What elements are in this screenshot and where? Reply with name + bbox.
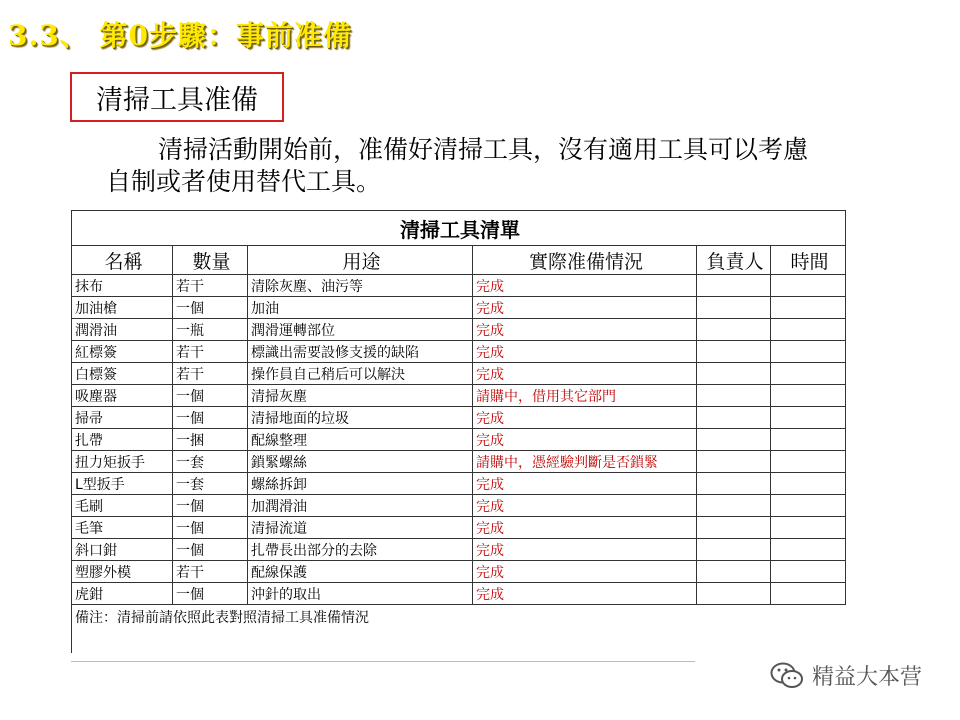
cell-use: 操作員自己稍后可以解決 <box>248 363 473 385</box>
intro-line-2: 自制或者使用替代工具。 <box>106 167 382 196</box>
cell-owner <box>697 539 771 561</box>
watermark <box>770 660 922 691</box>
cell-qty: 若干 <box>173 561 248 583</box>
table-caption: 清掃工具清單 <box>72 211 846 246</box>
table-row <box>72 275 846 297</box>
cell-time <box>771 319 846 341</box>
cell-time <box>771 385 846 407</box>
cell-name: 抹布 <box>72 275 173 297</box>
cell-qty: 若干 <box>173 341 248 363</box>
table-row <box>72 561 846 583</box>
table-row <box>72 583 846 605</box>
cell-status: 完成 <box>473 341 697 363</box>
cell-use: 扎帶長出部分的去除 <box>248 539 473 561</box>
cell-qty: 若干 <box>173 275 248 297</box>
slide-title: 3.3、 第0步驟：事前准備 <box>8 19 352 52</box>
header-time: 時間 <box>771 246 846 275</box>
cell-name: 扭力矩扳手 <box>72 451 173 473</box>
cell-qty: 一個 <box>173 385 248 407</box>
cell-owner <box>697 495 771 517</box>
cell-owner <box>697 341 771 363</box>
cell-status: 請購中，借用其它部門 <box>473 385 697 407</box>
table-row <box>72 495 846 517</box>
cell-name: 斜口鉗 <box>72 539 173 561</box>
cell-qty: 一瓶 <box>173 319 248 341</box>
watermark-text: 精益大本营 <box>812 665 923 690</box>
cell-status: 完成 <box>473 319 697 341</box>
table-row <box>72 341 846 363</box>
cell-owner <box>697 561 771 583</box>
cell-use: 配線整理 <box>248 429 473 451</box>
cell-use: 沖針的取出 <box>248 583 473 605</box>
cell-qty: 一套 <box>173 451 248 473</box>
cell-qty: 一捆 <box>173 429 248 451</box>
cell-status: 完成 <box>473 473 697 495</box>
cell-owner <box>697 297 771 319</box>
table-row <box>72 319 846 341</box>
wechat-icon <box>770 661 804 691</box>
cell-owner <box>697 473 771 495</box>
cell-qty: 一套 <box>173 473 248 495</box>
cleaning-tools-table <box>71 210 846 653</box>
table-row <box>72 451 846 473</box>
cell-owner <box>697 275 771 297</box>
cell-time <box>771 495 846 517</box>
cell-time <box>771 407 846 429</box>
cell-time <box>771 363 846 385</box>
cell-status: 完成 <box>473 517 697 539</box>
section-label: 清掃工具准備 <box>96 84 258 116</box>
table-header-row <box>72 246 846 275</box>
cell-qty: 一個 <box>173 495 248 517</box>
cell-owner <box>697 319 771 341</box>
cell-qty: 一個 <box>173 407 248 429</box>
cell-owner <box>697 385 771 407</box>
cell-owner <box>697 363 771 385</box>
cell-name: L型扳手 <box>72 473 173 495</box>
table-row <box>72 297 846 319</box>
cell-use: 清掃地面的垃圾 <box>248 407 473 429</box>
cell-name: 吸塵器 <box>72 385 173 407</box>
cell-status: 完成 <box>473 363 697 385</box>
cell-name: 毛筆 <box>72 517 173 539</box>
header-owner: 負責人 <box>697 246 771 275</box>
cell-name: 加油槍 <box>72 297 173 319</box>
table-note: 備注：清掃前請依照此表對照清掃工具准備情況 <box>72 605 846 654</box>
cell-use: 清掃灰塵 <box>248 385 473 407</box>
cell-time <box>771 297 846 319</box>
cell-use: 潤滑運轉部位 <box>248 319 473 341</box>
cell-status: 完成 <box>473 583 697 605</box>
cell-use: 標識出需要設修支援的缺陷 <box>248 341 473 363</box>
table-row <box>72 429 846 451</box>
cell-owner <box>697 407 771 429</box>
cell-use: 螺絲拆卸 <box>248 473 473 495</box>
cell-owner <box>697 583 771 605</box>
note-bottom-rule <box>71 661 695 662</box>
intro-line-1: 清掃活動開始前，准備好清掃工具，沒有適用工具可以考慮 <box>158 135 809 164</box>
table-row <box>72 517 846 539</box>
cell-use: 鎖緊螺絲 <box>248 451 473 473</box>
cell-name: 扎帶 <box>72 429 173 451</box>
cell-status: 完成 <box>473 407 697 429</box>
header-use: 用途 <box>248 246 473 275</box>
table-row <box>72 407 846 429</box>
cell-owner <box>697 429 771 451</box>
cell-time <box>771 429 846 451</box>
cell-status: 完成 <box>473 429 697 451</box>
table-row <box>72 385 846 407</box>
cell-status: 完成 <box>473 495 697 517</box>
cell-use: 清除灰塵、油污等 <box>248 275 473 297</box>
cell-status: 完成 <box>473 561 697 583</box>
cell-time <box>771 473 846 495</box>
cell-time <box>771 275 846 297</box>
table-row <box>72 539 846 561</box>
cell-use: 配線保護 <box>248 561 473 583</box>
cell-owner <box>697 517 771 539</box>
cell-qty: 一個 <box>173 517 248 539</box>
cell-time <box>771 561 846 583</box>
cell-status: 完成 <box>473 297 697 319</box>
cell-time <box>771 341 846 363</box>
header-qty: 數量 <box>173 246 248 275</box>
cell-name: 潤滑油 <box>72 319 173 341</box>
cell-owner <box>697 451 771 473</box>
header-status: 實際准備情況 <box>473 246 697 275</box>
cell-name: 毛刷 <box>72 495 173 517</box>
cell-time <box>771 451 846 473</box>
cell-use: 加油 <box>248 297 473 319</box>
cell-name: 紅標簽 <box>72 341 173 363</box>
cell-use: 加潤滑油 <box>248 495 473 517</box>
cell-qty: 一個 <box>173 539 248 561</box>
table-row <box>72 473 846 495</box>
cell-status: 請購中，憑經驗判斷是否鎖緊 <box>473 451 697 473</box>
cell-name: 掃帚 <box>72 407 173 429</box>
cell-qty: 一個 <box>173 297 248 319</box>
cell-qty: 若干 <box>173 363 248 385</box>
cell-name: 塑膠外模 <box>72 561 173 583</box>
cell-use: 清掃流道 <box>248 517 473 539</box>
cell-name: 虎鉗 <box>72 583 173 605</box>
table-body <box>72 275 846 605</box>
cell-time <box>771 583 846 605</box>
cell-status: 完成 <box>473 275 697 297</box>
section-label-box <box>70 72 284 122</box>
cell-time <box>771 517 846 539</box>
header-name: 名稱 <box>72 246 173 275</box>
cell-qty: 一個 <box>173 583 248 605</box>
cell-status: 完成 <box>473 539 697 561</box>
cell-time <box>771 539 846 561</box>
table-row <box>72 363 846 385</box>
intro-paragraph <box>106 134 886 198</box>
cell-name: 白標簽 <box>72 363 173 385</box>
